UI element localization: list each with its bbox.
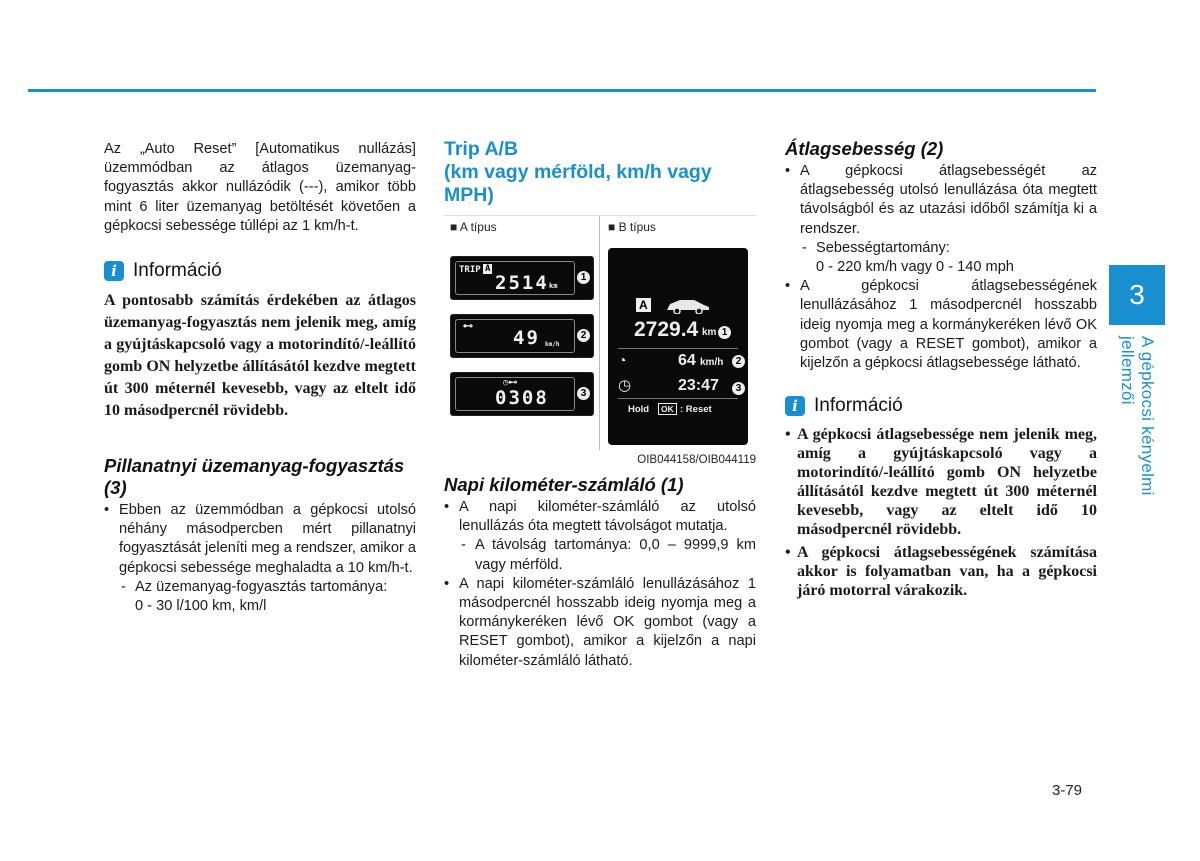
info-icon: i [785, 396, 805, 416]
section-heading-instant-consumption: Pillanatnyi üzemanyag-fogyasztás (3) [104, 455, 405, 499]
info-icon: i [104, 261, 124, 281]
chapter-number: 3 [1109, 265, 1165, 325]
info-header [104, 260, 416, 282]
trip-letter: A [485, 264, 491, 274]
type-a-time-panel [450, 372, 594, 416]
hold-label: Hold [628, 404, 650, 415]
odometer-unit: km [549, 282, 558, 290]
info-title: Információ [814, 395, 903, 417]
section-heading-trip-odometer: Napi kilométer-számláló (1) [444, 474, 684, 495]
ok-button-label: OK [658, 403, 677, 415]
marker-2: 2 [577, 329, 590, 342]
list-item: • A napi kilométer-számláló az utolsó lenullázás óta megtett távolságot mutatja. [444, 498, 756, 536]
speed-value: 49 [513, 327, 540, 349]
bullet-list [444, 575, 756, 671]
bullet-list [104, 501, 416, 578]
speed-unit: km/h [545, 341, 560, 348]
bullet-list [785, 162, 1097, 239]
car-icon: ⊷ [463, 321, 473, 332]
chapter-title: A gépkocsi kényelmi jellemzői [1118, 336, 1157, 496]
cluster-figure [444, 215, 756, 450]
time-value: 0308 [495, 387, 549, 409]
trip-distance: 2729.4 [634, 318, 699, 341]
info-text: A pontosabb számítás érdekében az átlagos üzemanyag-fogyasztás nem jelenik meg, amíg a gyújtáskapcsoló vagy a motorindító/-leállító gomb ON helyzetbe állításától kezdve megtett út 300 méternél kevesebb, vagy az eltelt idő 10 másodpercnél rövidebb. [104, 292, 416, 420]
column-1 [104, 138, 416, 616]
page-number: 3-79 [1052, 782, 1083, 799]
section-heading-trip: Trip A/B (km vagy mérföld, km/h vagy MPH) [444, 138, 712, 206]
trip-label: TRIP [459, 265, 481, 275]
marker-1: 1 [577, 271, 590, 284]
list-item: • A gépkocsi átlagsebességének számítása akkor is folyamatban van, ha a gépkocsi járó motorral várakozik. [785, 543, 1097, 600]
list-item: • A gépkocsi átlagsebességének lenullázásához 1 másodpercnél hosszabb ideig nyomja meg a kormánykeréken lévő OK gombot (vagy a RESET gombot), amikor a kijelzőn a gépkocsi átlagsebessége látható. [785, 277, 1097, 373]
fig-label-type-b: ■ B típus [608, 220, 656, 234]
clock-icon: ◷ [618, 377, 632, 394]
range-text: 0 - 30 l/100 km, km/l [135, 598, 267, 615]
reset-label: : Reset [680, 404, 712, 415]
figure-divider [599, 216, 600, 450]
list-item: • A gépkocsi átlagsebessége nem jelenik meg, amíg a gyújtáskapcsoló vagy a motorindító/-leállító gomb ON helyzetbe állításától kezdve megtett út 300 méternél kevesebb, vagy az eltelt idő 10 másodpercnél rövidebb. [785, 425, 1097, 539]
info-list [785, 425, 1097, 600]
marker-3: 3 [732, 382, 745, 395]
avg-speed-unit: km/h [700, 357, 724, 368]
list-item: • A napi kilométer-számláló lenullázásához 1 másodpercnél hosszabb ideig nyomja meg a kormánykeréken lévő OK gombot (vagy a RESET gombot), amikor a kijelzőn a napi kilométer-számláló látható. [444, 575, 756, 671]
dash-item: - A távolság tartománya: 0,0 – 9999,9 km vagy mérföld. [459, 536, 756, 574]
list-item: • A gépkocsi átlagsebességét az átlagsebesség utolsó lenullázása óta megtett távolságból és az utazási időből számítja ki a rendszer. [785, 162, 1097, 239]
type-b-display [608, 248, 748, 445]
fig-label-type-a: ■ A típus [450, 220, 497, 234]
figure-caption: OIB044158/OIB044119 [637, 454, 756, 466]
auto-reset-paragraph: Az „Auto Reset” [Automatikus nullázás] üzemmódban az átlagos üzemanyag-fogyasztás akkor nullázódik (---), amikor több mint 6 liter üzemanyag betöltését követően a gépkocsi sebessége túllépi az 1 km/h-t. [104, 141, 416, 234]
car-icon [664, 296, 712, 314]
marker-1: 1 [718, 326, 731, 339]
clock-car-icon: ◷⊷ [503, 378, 518, 388]
speedometer-icon: ◔ [618, 352, 627, 368]
type-a-trip-panel [450, 256, 594, 300]
section-heading-average-speed: Átlagsebesség (2) [785, 138, 944, 159]
range-text: 0 - 220 km/h vagy 0 - 140 mph [816, 259, 1014, 276]
avg-speed: 64 [678, 352, 696, 369]
header-rule [28, 89, 1096, 92]
info-header [785, 395, 1097, 417]
elapsed-time: 23:47 [678, 377, 719, 394]
dash-item: - Az üzemanyag-fogyasztás tartománya: [119, 578, 416, 597]
chapter-title-container [1112, 336, 1162, 568]
list-item: • Ebben az üzemmódban a gépkocsi utolsó néhány másodpercben mért pillanatnyi fogyasztását jeleníti meg a rendszer, amikor a gépkocsi sebessége meghaladta a 10 km/h-t. [104, 501, 416, 578]
info-title: Információ [133, 260, 222, 282]
dash-item: - Sebességtartomány: [800, 239, 1097, 258]
column-3 [785, 138, 1097, 604]
bullet-list [444, 498, 756, 536]
odometer-value: 2514 [495, 272, 549, 294]
marker-3: 3 [577, 387, 590, 400]
type-a-speed-panel [450, 314, 594, 358]
column-2 [444, 138, 756, 671]
marker-2: 2 [732, 355, 745, 368]
bullet-list [785, 277, 1097, 373]
trip-letter-b: A [636, 298, 651, 312]
trip-distance-unit: km [702, 327, 717, 338]
